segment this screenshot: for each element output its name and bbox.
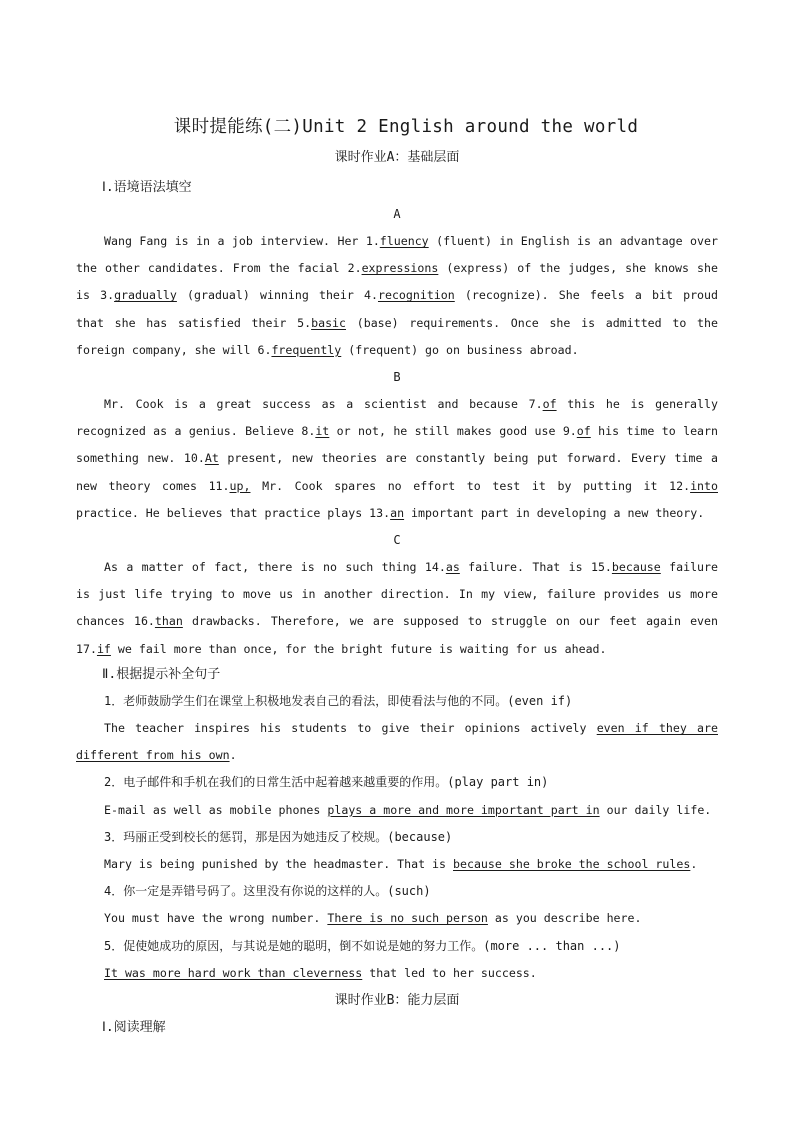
answer-blank: plays a more and more important part in [327,802,600,817]
text-run: this he is generally recognized as a genius. Believe 8. [76,397,718,439]
answer-blank: up, [229,478,251,493]
text-run: (express) of the judges, she knows she is 3. [76,261,718,303]
document-title: 课时提能练(二)Unit 2 English around the world [173,117,639,137]
question-2 [76,769,718,823]
section-2-heading: Ⅱ.根据提示补全句子 [102,666,221,682]
question-prompt: 5．促使她成功的原因，与其说是她的聪明，倒不如说是她的努力工作。(more ... than ...) [104,938,621,953]
text-run: (base) requirements. Once she is admitted to the foreign company, she will 6. [76,315,718,357]
question-answer [76,905,718,932]
answer-blank: It was more hard work than cleverness [104,965,363,980]
text-run: As a matter of fact, there is no such thing 14. [104,560,446,575]
part-a-heading: 课时作业A：基础层面 [334,150,460,165]
answer-blank: as [445,560,460,575]
text-run: present, new theories are constantly being put forward. Every time a new theory comes 11. [76,451,719,493]
text-run: . [690,857,698,872]
text-run: (fluent) in English is an advantage over the other candidates. From the facial 2. [76,234,718,276]
passage-c [76,554,718,663]
part-b-section-1-heading: Ⅰ.阅读理解 [102,1020,166,1036]
text-run: Mr. Cook is a great success as a scientist and because 7. [104,397,543,412]
text-run: (frequent) go on business abroad. [341,342,579,357]
answer-blank: At [204,451,219,466]
answer-blank: of [542,397,557,412]
answer-blank: There is no such person [327,911,488,926]
answer-blank: even if they are different from his own [76,721,718,763]
text-run: practice. He believes that practice plays 13. [76,505,391,520]
text-run: E-mail as well as mobile phones [104,802,328,817]
question-prompt: 1．老师鼓励学生们在课堂上积极地发表自己的看法，即使看法与他的不同。(even if) [104,693,573,708]
question-3 [76,824,718,878]
part-b-heading: 课时作业B：能力层面 [334,993,460,1009]
answer-blank: of [576,424,591,439]
answer-blank: into [690,478,718,493]
text-run: or not, he still makes good use 9. [329,424,577,439]
text-run: we fail more than once, for the bright future is waiting for us ahead. [110,641,607,656]
question-1 [76,688,718,770]
answer-blank: an [390,505,405,520]
text-run: his time to learn something new. 10. [76,424,719,466]
text-run: (gradual) winning their 4. [176,288,378,303]
answer-blank: if [96,641,111,656]
question-5 [76,933,718,987]
answer-blank: gradually [114,288,177,303]
text-run: failure is just life trying to move us in another direction. In my view, failure provides us more chances 16. [76,560,718,629]
section-1-heading: Ⅰ.语境语法填空 [102,180,192,195]
question-prompt: 3．玛丽正受到校长的惩罚，那是因为她违反了校规。(because) [104,829,453,844]
answer-blank: because she broke the school rules [453,857,691,872]
text-run: You must have the wrong number. [104,911,328,926]
document-page [76,112,718,1041]
text-run: Mr. Cook spares no effort to test it by putting it 12. [250,478,691,493]
passage-b-label: B [393,370,401,385]
answer-blank: it [315,424,330,439]
text-run: our daily life. [599,802,712,817]
text-run: The teacher inspires his students to give their opinions actively [104,721,597,736]
passage-a [76,228,718,364]
question-prompt: 4．你一定是弄错号码了。这里没有你说的这样的人。(such) [104,884,431,899]
passage-a-label: A [393,207,401,221]
text-run: failure. That is 15. [459,560,612,575]
passage-b [76,391,718,527]
text-run: . [229,748,237,763]
passage-c-label: C [393,533,401,548]
answer-blank: than [154,614,183,629]
question-4 [76,878,718,932]
question-answer [76,797,718,824]
question-prompt: 2．电子邮件和手机在我们的日常生活中起着越来越重要的作用。(play part in) [104,775,549,790]
text-run: Mary is being punished by the headmaster. That is [104,857,454,872]
answer-blank: basic [311,315,347,330]
answer-blank: fluency [379,234,429,248]
text-run: that led to her success. [362,965,537,980]
answer-blank: expressions [361,261,439,276]
question-answer [76,851,718,878]
text-run: Wang Fang is in a job interview. Her 1. [104,234,380,248]
text-run: important part in developing a new theory. [404,505,705,520]
question-answer [76,715,718,769]
question-answer [76,960,718,987]
answer-blank: recognition [377,288,455,303]
text-run: (recognize). She feels a bit proud that she has satisfied their 5. [76,288,718,330]
text-run: drawbacks. Therefore, we are supposed to struggle on our feet again even 17. [76,614,719,656]
answer-blank: because [611,560,661,575]
text-run: as you describe here. [487,911,642,926]
answer-blank: frequently [271,342,342,357]
